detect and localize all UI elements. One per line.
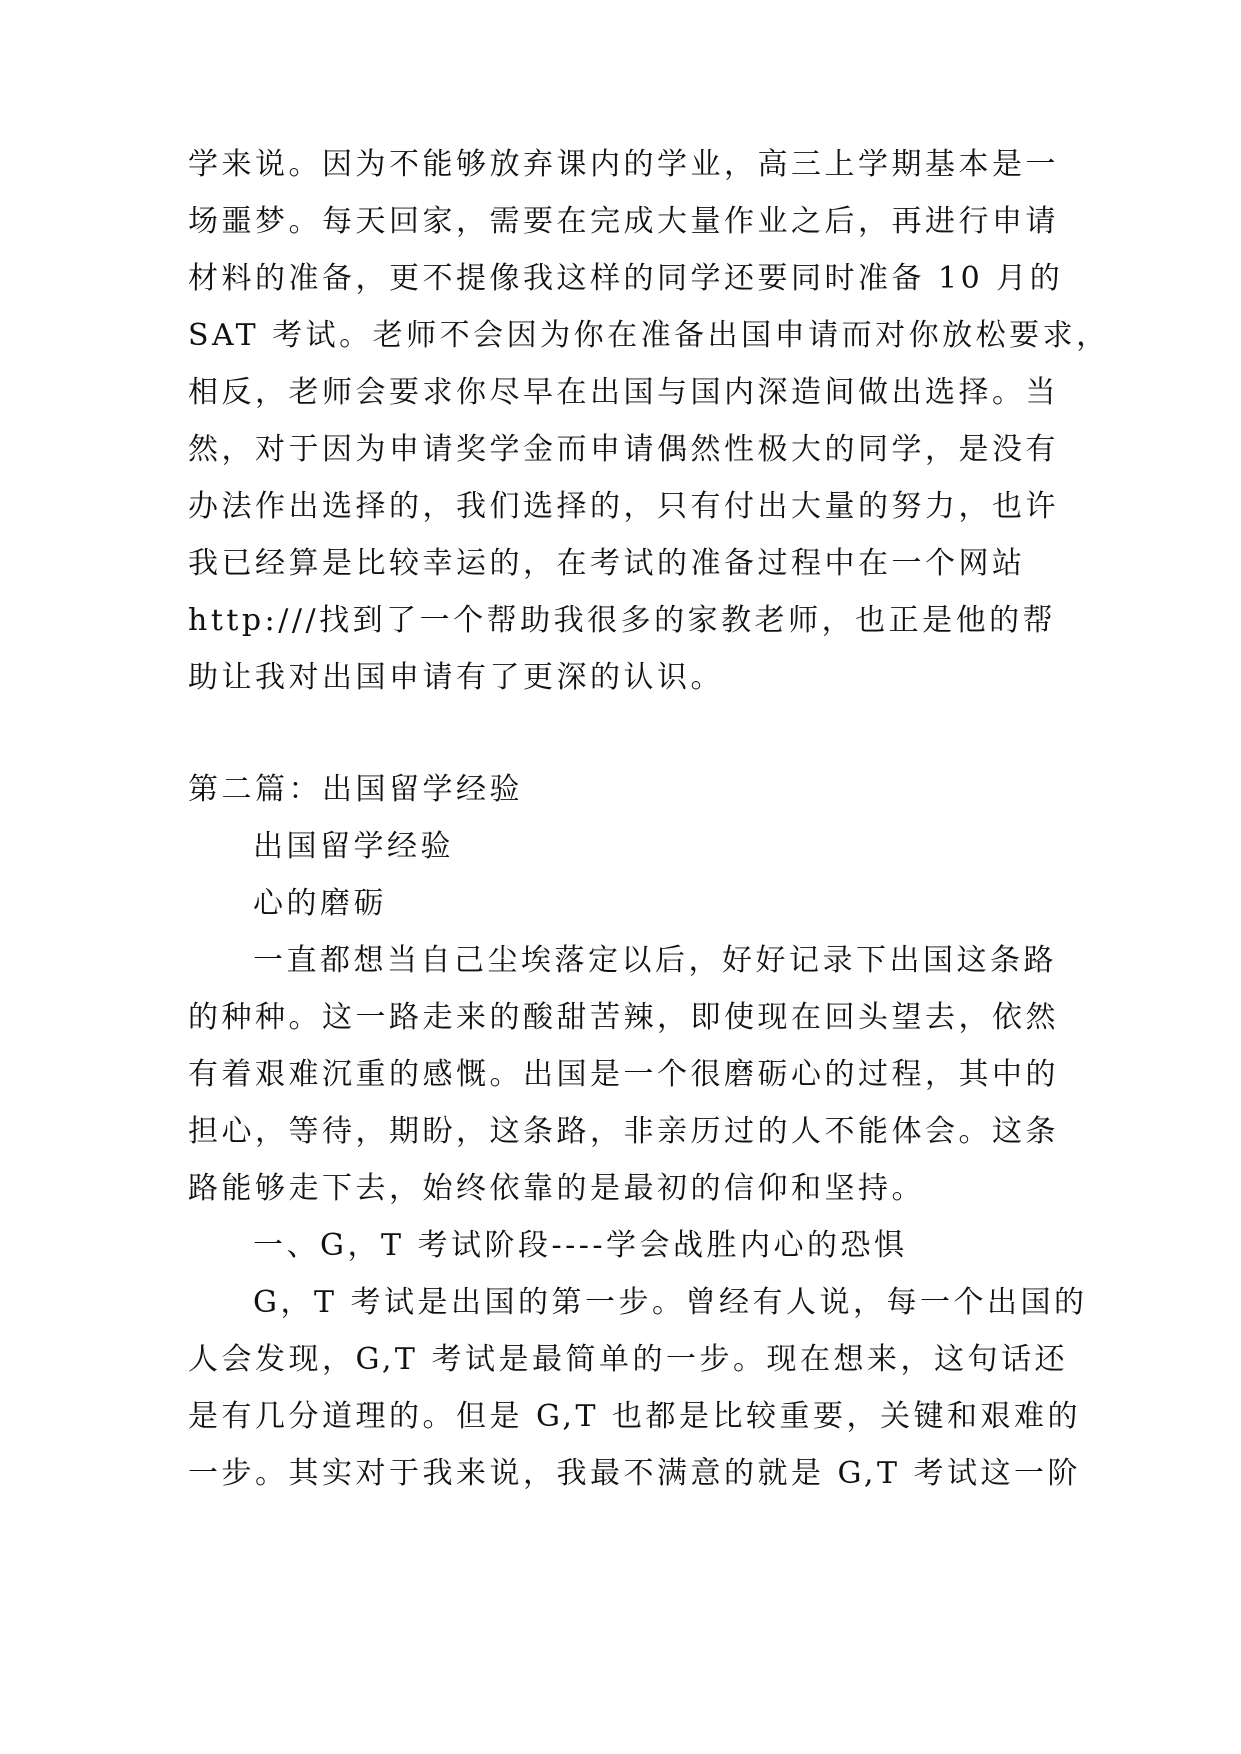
- body-text-line: http:///找到了一个帮助我很多的家教老师，也正是他的帮: [188, 603, 1057, 638]
- body-text-line: 相反，老师会要求你尽早在出国与国内深造间做出选择。当: [188, 375, 1059, 410]
- body-text-line: 场噩梦。每天回家，需要在完成大量作业之后，再进行申请: [188, 204, 1059, 239]
- article-title: 出国留学经验: [253, 829, 454, 864]
- body-text-line: 路能够走下去，始终依靠的是最初的信仰和坚持。: [188, 1171, 925, 1206]
- body-text-line: 学来说。因为不能够放弃课内的学业，高三上学期基本是一: [188, 147, 1059, 182]
- body-text-line: 有着艰难沉重的感慨。出国是一个很磨砺心的过程，其中的: [188, 1057, 1059, 1092]
- body-text-line: 然，对于因为申请奖学金而申请偶然性极大的同学，是没有: [188, 432, 1059, 467]
- article-subtitle: 心的磨砺: [253, 886, 387, 921]
- body-text-line: SAT 考试。老师不会因为你在准备出国申请而对你放松要求，: [188, 318, 1110, 353]
- body-text-line: 我已经算是比较幸运的，在考试的准备过程中在一个网站: [188, 546, 1026, 581]
- body-text-line: 是有几分道理的。但是 G,T 也都是比较重要，关键和艰难的: [188, 1399, 1082, 1434]
- body-text-line: 人会发现，G,T 考试是最简单的一步。现在想来，这句话还: [188, 1342, 1068, 1377]
- body-text-line: G，T 考试是出国的第一步。曾经有人说，每一个出国的: [253, 1285, 1088, 1320]
- body-text-line: 一直都想当自己尘埃落定以后，好好记录下出国这条路: [253, 943, 1057, 978]
- body-text-line: 担心，等待，期盼，这条路，非亲历过的人不能体会。这条: [188, 1114, 1059, 1149]
- body-text-line: 办法作出选择的，我们选择的，只有付出大量的努力，也许: [188, 489, 1059, 524]
- stage-heading: 一、G，T 考试阶段----学会战胜内心的恐惧: [253, 1228, 908, 1263]
- body-text-line: 材料的准备，更不提像我这样的同学还要同时准备 10 月的: [188, 261, 1064, 296]
- body-text-line: 一步。其实对于我来说，我最不满意的就是 G,T 考试这一阶: [188, 1456, 1082, 1491]
- body-text-line: 助让我对出国申请有了更深的认识。: [188, 660, 724, 695]
- section-heading: 第二篇：出国留学经验: [188, 772, 523, 807]
- body-text-line: 的种种。这一路走来的酸甜苦辣，即使现在回头望去，依然: [188, 1000, 1059, 1035]
